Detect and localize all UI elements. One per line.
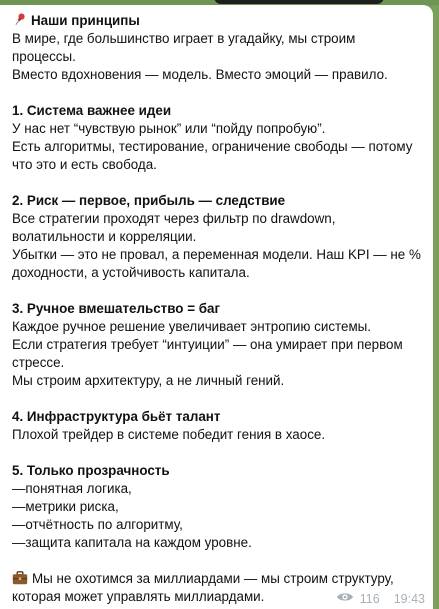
section-line: Мы строим архитектуру, а не личный гений. — [12, 373, 285, 388]
section-line: —отчётность по алгоритму, — [12, 517, 183, 532]
views-count: 116 — [359, 592, 380, 606]
post-title-row — [12, 12, 425, 30]
section-heading: 4. Инфраструктура бьёт талант — [12, 409, 221, 424]
eye-icon — [336, 591, 354, 607]
intro-line: В мире, где большинство играет в угадайку, мы строим — [12, 31, 356, 46]
section-line: Убытки — это не провал, а переменная модели. Наш KPI — не % — [12, 247, 421, 262]
post-title: Наши принципы — [31, 13, 140, 28]
header-overlay — [214, 0, 384, 4]
intro-line: Вместо вдохновения — модель. Вместо эмоций — правило. — [12, 67, 388, 82]
closing-text: Мы не охотимся за миллиардами — мы строим структуру, — [32, 571, 394, 586]
section-heading: 1. Система важнее идеи — [12, 103, 172, 118]
section-line: —защита капитала на каждом уровне. — [12, 535, 252, 550]
section-line: У нас нет “чувствую рынок” или “пойду попробую”. — [12, 121, 326, 136]
section-heading: 5. Только прозрачность — [12, 463, 170, 478]
section-heading: 3. Ручное вмешательство = баг — [12, 301, 221, 316]
section-line: Если стратегия требует “интуиции” — она умирает при первом — [12, 337, 403, 352]
intro-line: процессы. — [12, 49, 76, 64]
closing-line — [12, 570, 425, 588]
message-bubble[interactable] — [0, 5, 433, 609]
closing-line: которая может управлять миллиардами. — [12, 589, 265, 604]
section-line: —понятная логика, — [12, 481, 132, 496]
section-line: Есть алгоритмы, тестирование, ограничение свободы — потому — [12, 139, 413, 154]
section-line: волатильности и корреляции. — [12, 229, 197, 244]
section-line: —метрики риска, — [12, 499, 119, 514]
section-line: стрессе. — [12, 355, 65, 370]
section-line: что это и есть свобода. — [12, 157, 157, 172]
message-time: 19:43 — [393, 592, 425, 606]
section-line: доходности, а устойчивость капитала. — [12, 265, 250, 280]
pushpin-icon — [12, 12, 27, 32]
section-heading: 2. Риск — первое, прибыль — следствие — [12, 193, 286, 208]
section-line: Каждое ручное решение увеличивает энтропию системы. — [12, 319, 372, 334]
section-line: Плохой трейдер в системе победит гения в хаосе. — [12, 427, 326, 442]
section-line: Все стратегии проходят через фильтр по drawdown, — [12, 211, 336, 226]
chat-background-edge — [433, 5, 439, 609]
message-meta — [336, 591, 425, 607]
